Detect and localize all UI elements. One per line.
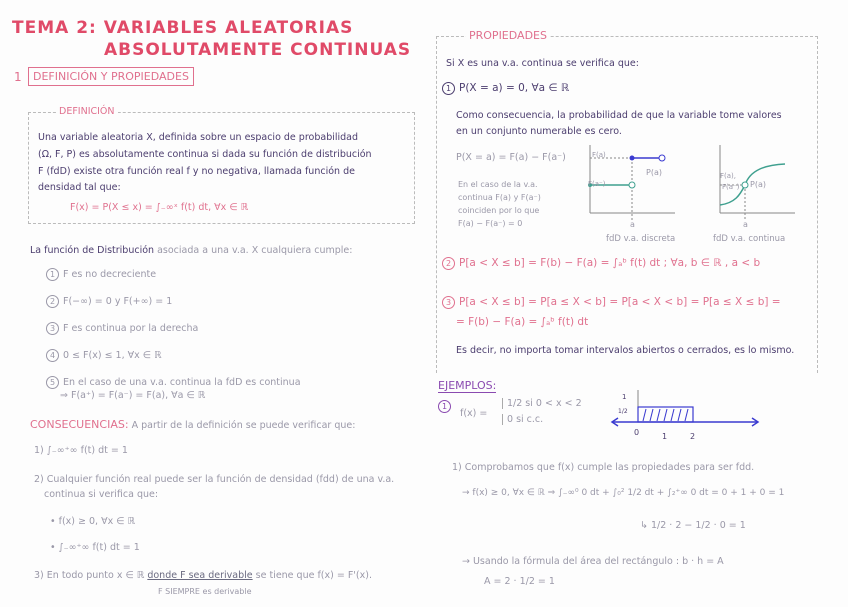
property-1-text: Como consecuencia, la probabilidad de que la variable tome valores — [456, 110, 782, 121]
graph1-caption: fdD v.a. discreta — [606, 234, 676, 244]
property-3-line2: = F(b) − F(a) = ∫ₐᵇ f(t) dt — [456, 316, 589, 328]
consequence-3-note: F SIEMPRE es derivable — [158, 587, 252, 596]
graph1-label-p: P(a) — [646, 168, 662, 177]
section-heading: DEFINICIÓN Y PROPIEDADES — [28, 67, 194, 86]
distribution-item5-line2: ⇒ F(a⁺) = F(a⁻) = F(a), ∀a ∈ ℝ — [60, 390, 206, 401]
definition-line: (Ω, F, P) es absolutamente continua si dada su función de distribución — [38, 149, 372, 160]
graph2-label-p: P(a) — [750, 180, 766, 189]
consequences-heading: CONSECUENCIAS: — [30, 418, 129, 431]
definition-line: F (fdD) existe otra función real f y no negativa, llamada función de — [38, 166, 355, 177]
property-1: P(X = a) = 0, ∀a ∈ ℝ — [459, 82, 570, 94]
consequence-bullet: • ∫₋∞⁺∞ f(t) dt = 1 — [50, 542, 140, 553]
example-step2: → Usando la fórmula del área del rectángulo : b · h = A — [462, 556, 724, 567]
graph2-label-fa-minus: F(a⁻) — [722, 183, 740, 191]
graph1-label-a: a — [630, 220, 635, 229]
example-step2-line2: A = 2 · 1/2 = 1 — [484, 576, 555, 587]
consequence-1: 1) ∫₋∞⁺∞ f(t) dt = 1 — [34, 445, 128, 456]
property-1-formula: P(X = a) = F(a) − F(a⁻) — [456, 152, 566, 163]
example-step1-line2: → f(x) ≥ 0, ∀x ∈ ℝ ⇒ ∫₋∞⁰ 0 dt + ∫₀² 1/2 dt + ∫₂⁺∞ 0 dt = 0 + 1 + 0 = 1 — [462, 488, 785, 498]
distribution-item: 0 ≤ F(x) ≤ 1, ∀x ∈ ℝ — [63, 350, 162, 361]
distribution-item: F es continua por la derecha — [63, 323, 199, 334]
graph2-label-a: a — [743, 220, 748, 229]
graph2-caption: fdD v.a. continua — [713, 234, 786, 244]
graph2-label-fa: F(a), — [720, 172, 737, 180]
graph1-label-fa: F(a) — [592, 151, 606, 159]
definition-line: Una variable aleatoria X, definida sobre un espacio de probabilidad — [38, 132, 359, 143]
distribution-item: En el caso de una v.a. continua la fdD es continua — [63, 377, 301, 388]
definition-formula: F(x) = P(X ≤ x) = ∫₋∞ˣ f(t) dt, ∀x ∈ ℝ — [70, 202, 249, 213]
examples-heading: EJEMPLOS: — [438, 379, 497, 392]
title-line1: TEMA 2: VARIABLES ALEATORIAS — [12, 18, 354, 38]
property-2: P[a < X ≤ b] = F(b) − F(a) = ∫ₐᵇ f(t) dt ; ∀a, b ∈ ℝ , a < b — [459, 257, 761, 269]
example-step1-line3: ↳ 1/2 · 2 − 1/2 · 0 = 1 — [640, 520, 746, 531]
plot-x2: 2 — [690, 432, 696, 441]
density-plot — [610, 390, 760, 440]
plot-x0: 0 — [634, 428, 640, 437]
property-1-note: continua F(a) y F(a⁻) — [458, 193, 541, 202]
example-step1: 1) Comprobamos que f(x) cumple las propiedades para ser fdd. — [452, 462, 755, 473]
consequence-3: 3) En todo punto x ∈ ℝ — [34, 570, 145, 581]
example-1-case1: 1/2 si 0 < x < 2 — [502, 398, 582, 409]
title-line2: ABSOLUTAMENTE CONTINUAS — [104, 40, 412, 60]
plot-y1: 1 — [622, 393, 627, 401]
consequence-3-underlined: donde F sea derivable — [147, 570, 253, 581]
properties-intro: Si X es una v.a. continua se verifica que: — [446, 58, 639, 69]
distribution-intro: asociada a una v.a. X cualquiera cumple: — [157, 245, 353, 256]
graph1-label-fa-minus: F(a⁻) — [588, 180, 606, 188]
distribution-item: F(−∞) = 0 y F(+∞) = 1 — [63, 296, 173, 307]
property-1-note: F(a) − F(a⁻) = 0 — [458, 219, 523, 228]
example-1-number: 1 — [438, 400, 451, 413]
property-1-text: en un conjunto numerable es cero. — [456, 126, 622, 137]
distribution-intro-highlight: La función de Distribución — [30, 245, 155, 256]
plot-y-half: 1/2 — [618, 408, 628, 415]
definition-line: densidad tal que: — [38, 182, 121, 193]
properties-heading: PROPIEDADES — [466, 29, 550, 42]
example-1-case2: 0 si c.c. — [502, 414, 543, 425]
example-1-def: f(x) = — [460, 408, 488, 419]
properties-conclusion: Es decir, no importa tomar intervalos abiertos o cerrados, es lo mismo. — [456, 345, 795, 356]
plot-x1: 1 — [662, 432, 668, 441]
section-number: 1 — [14, 70, 22, 84]
distribution-item: F es no decreciente — [63, 269, 157, 280]
consequence-bullet: • f(x) ≥ 0, ∀x ∈ ℝ — [50, 516, 136, 527]
consequence-2-line2: continua si verifica que: — [44, 489, 159, 500]
consequence-3-post: se tiene que f(x) = F'(x). — [255, 570, 372, 581]
consequences-intro: A partir de la definición se puede verificar que: — [131, 420, 356, 431]
property-1-note: En el caso de la v.a. — [458, 180, 538, 189]
property-1-note: coinciden por lo que — [458, 206, 540, 215]
consequence-2: 2) Cualquier función real puede ser la función de densidad (fdd) de una v.a. — [34, 474, 395, 485]
definition-heading: DEFINICIÓN — [56, 106, 118, 117]
property-3: P[a < X ≤ b] = P[a ≤ X < b] = P[a < X < b] = P[a ≤ X ≤ b] = — [459, 296, 781, 308]
